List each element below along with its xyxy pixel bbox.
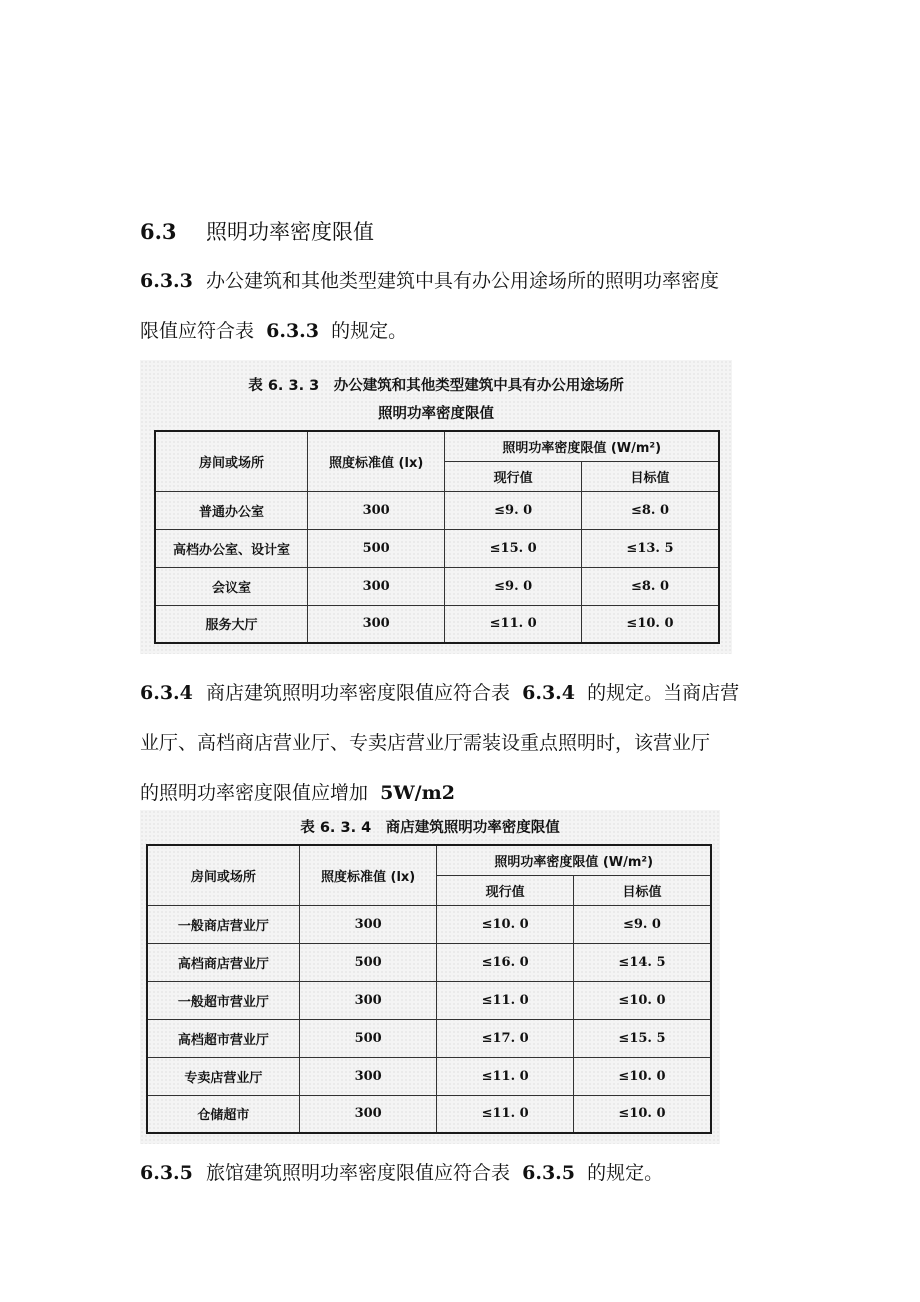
section-number: 6.3 — [140, 219, 177, 244]
cell-illuminance: 300 — [299, 905, 437, 943]
header-illuminance: 照度标准值 (lx) — [299, 845, 437, 905]
table-reference: 6.3.4 — [522, 682, 575, 704]
header-room: 房间或场所 — [155, 431, 307, 491]
clause-number: 6.3.3 — [140, 270, 193, 292]
cell-target: ≤10. 0 — [581, 605, 719, 643]
cell-illuminance: 300 — [307, 567, 445, 605]
table-row — [155, 605, 719, 643]
table-row — [155, 567, 719, 605]
cell-illuminance: 500 — [299, 943, 437, 981]
table-header-row — [155, 431, 719, 461]
cell-current: ≤9. 0 — [445, 491, 582, 529]
cell-room: 高档超市营业厅 — [147, 1019, 299, 1057]
cell-current: ≤11. 0 — [437, 981, 574, 1019]
clause-634-line1 — [140, 680, 800, 706]
cell-room: 高档办公室、设计室 — [155, 529, 307, 567]
cell-current: ≤9. 0 — [445, 567, 582, 605]
cell-room: 会议室 — [155, 567, 307, 605]
clause-634-line3 — [140, 780, 800, 806]
header-room: 房间或场所 — [147, 845, 299, 905]
cell-target: ≤8. 0 — [581, 567, 719, 605]
cell-target: ≤13. 5 — [581, 529, 719, 567]
table-633-figure — [140, 360, 732, 654]
clause-number: 6.3.4 — [140, 682, 193, 704]
power-increase-value: 5W/m2 — [380, 782, 455, 804]
cell-room: 一般商店营业厅 — [147, 905, 299, 943]
table-caption: 照明功率密度限值 — [378, 406, 494, 422]
cell-current: ≤17. 0 — [437, 1019, 574, 1057]
cell-target: ≤10. 0 — [573, 1057, 711, 1095]
table-row — [147, 943, 711, 981]
clause-text: 旅馆建筑照明功率密度限值应符合表 — [206, 1162, 511, 1184]
cell-target: ≤15. 5 — [573, 1019, 711, 1057]
cell-current: ≤11. 0 — [445, 605, 582, 643]
clause-text: 限值应符合表 — [140, 320, 255, 342]
cell-illuminance: 500 — [299, 1019, 437, 1057]
cell-room: 一般超市营业厅 — [147, 981, 299, 1019]
table-reference: 6.3.5 — [522, 1162, 575, 1184]
cell-target: ≤9. 0 — [573, 905, 711, 943]
section-title: 照明功率密度限值 — [206, 220, 374, 244]
cell-current: ≤10. 0 — [437, 905, 574, 943]
clause-text: 业厅、高档商店营业厅、专卖店营业厅需装设重点照明时，该营业厅 — [140, 732, 711, 754]
cell-room: 高档商店营业厅 — [147, 943, 299, 981]
table-row — [147, 1019, 711, 1057]
header-illuminance: 照度标准值 (lx) — [307, 431, 445, 491]
cell-illuminance: 300 — [299, 981, 437, 1019]
table-634 — [146, 844, 712, 1134]
cell-illuminance: 300 — [307, 491, 445, 529]
clause-text: 办公建筑和其他类型建筑中具有办公用途场所的照明功率密度 — [206, 270, 720, 292]
cell-target: ≤14. 5 — [573, 943, 711, 981]
table-row — [147, 981, 711, 1019]
clause-634-line2 — [140, 730, 800, 756]
cell-current: ≤16. 0 — [437, 943, 574, 981]
header-lpd: 照明功率密度限值 (W/m²) — [437, 845, 711, 875]
table-row — [147, 1057, 711, 1095]
header-current: 现行值 — [445, 461, 582, 491]
cell-target: ≤10. 0 — [573, 981, 711, 1019]
cell-illuminance: 300 — [307, 605, 445, 643]
cell-current: ≤11. 0 — [437, 1095, 574, 1133]
clause-633-line2 — [140, 318, 800, 344]
table-header-row — [147, 845, 711, 875]
header-target: 目标值 — [581, 461, 719, 491]
cell-target: ≤8. 0 — [581, 491, 719, 529]
cell-illuminance: 500 — [307, 529, 445, 567]
table-row — [147, 1095, 711, 1133]
clause-number: 6.3.5 — [140, 1162, 193, 1184]
table-634-figure — [140, 810, 720, 1144]
clause-635-line1 — [140, 1160, 800, 1186]
clause-text: 商店建筑照明功率密度限值应符合表 — [206, 682, 511, 704]
cell-room: 服务大厅 — [155, 605, 307, 643]
table-reference: 6.3.3 — [266, 320, 319, 342]
cell-illuminance: 300 — [299, 1095, 437, 1133]
cell-room: 仓储超市 — [147, 1095, 299, 1133]
clause-text: 的规定。当商店营 — [587, 682, 740, 704]
section-heading — [140, 216, 374, 248]
clause-text: 的规定。 — [587, 1162, 664, 1184]
header-lpd: 照明功率密度限值 (W/m²) — [445, 431, 719, 461]
table-row — [147, 905, 711, 943]
cell-current: ≤15. 0 — [445, 529, 582, 567]
table-633 — [154, 430, 720, 644]
header-current: 现行值 — [437, 875, 574, 905]
clause-text: 的照明功率密度限值应增加 — [140, 782, 369, 804]
cell-current: ≤11. 0 — [437, 1057, 574, 1095]
table-caption: 表 6. 3. 3 办公建筑和其他类型建筑中具有办公用途场所 — [248, 378, 624, 394]
table-caption: 表 6. 3. 4 商店建筑照明功率密度限值 — [300, 820, 560, 836]
cell-illuminance: 300 — [299, 1057, 437, 1095]
clause-633-line1 — [140, 268, 800, 294]
clause-text: 的规定。 — [331, 320, 408, 342]
header-target: 目标值 — [573, 875, 711, 905]
cell-target: ≤10. 0 — [573, 1095, 711, 1133]
table-row — [155, 529, 719, 567]
cell-room: 专卖店营业厅 — [147, 1057, 299, 1095]
cell-room: 普通办公室 — [155, 491, 307, 529]
table-row — [155, 491, 719, 529]
